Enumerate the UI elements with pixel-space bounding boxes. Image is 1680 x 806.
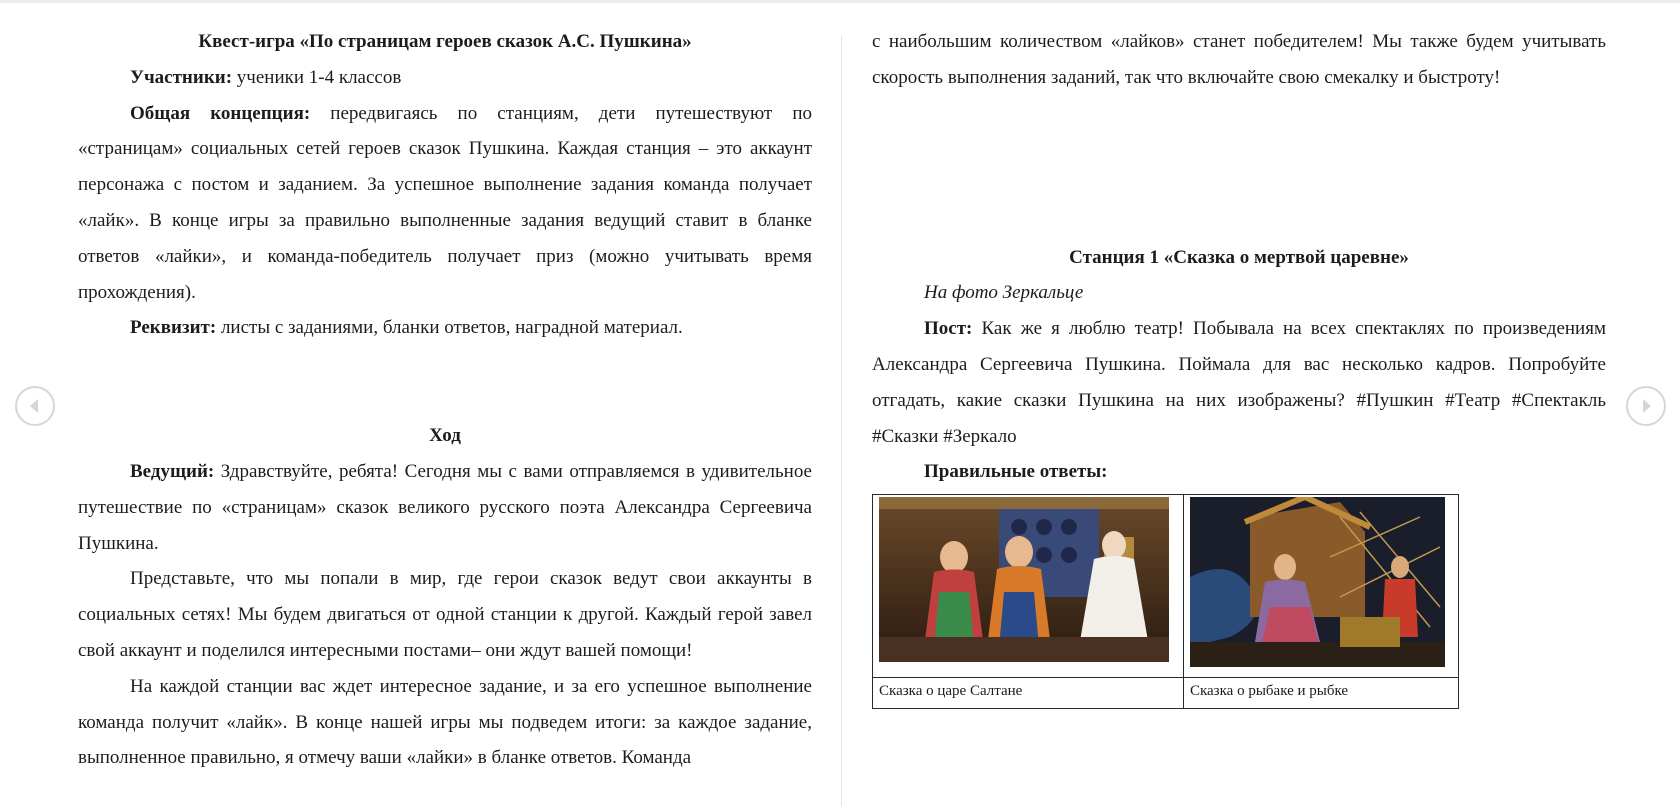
answer-caption: Сказка о рыбаке и рыбке: [1183, 678, 1458, 709]
post-label: Пост:: [924, 318, 973, 340]
answer-photo-cell: [873, 495, 1184, 678]
post-text: Как же я люблю театр! Побывала на всех спектаклях по произведениям Александра Сергеевича Пушкина. Поймала для вас несколько кадров. Попробуйте отгадать, какие сказки Пушкина на них изображены? #Пушкин #Театр #Спектакль #Сказки #Зеркало: [872, 318, 1606, 447]
next-page-button[interactable]: [1626, 386, 1666, 426]
theater-scene-photo: [879, 497, 1169, 662]
section-heading: Ход: [429, 425, 461, 447]
props-text: листы с заданиями, бланки ответов, наградной материал.: [216, 317, 683, 339]
photo-note: На фото Зеркальце: [924, 282, 1084, 304]
host-label: Ведущий:: [130, 460, 215, 482]
concept-text: передвигаясь по станциям, дети путешествуют по «страницам» социальных сетей героев сказок Пушкина. Каждая станция – это аккаунт персонажа с постом и заданием. За успешное выполнение задания команда получает «лайк». В конце игры за правильно выполненные задания ведущий ставит в бланке ответов «лайки», и команда-победитель получает приз (можно учитывать время прохождения).: [78, 102, 812, 303]
answer-photo-cell: [1183, 495, 1458, 678]
answers-label: Правильные ответы:: [924, 461, 1108, 483]
answers-table: [872, 494, 1459, 709]
document-title: Квест-игра «По страницам героев сказок А.С. Пушкина»: [198, 31, 692, 52]
props-label: Реквизит:: [130, 317, 217, 339]
participants-label: Участники:: [130, 66, 233, 88]
chevron-left-icon: [17, 388, 53, 424]
theater-scene-photo: [1190, 497, 1445, 667]
previous-page-button[interactable]: [15, 386, 55, 426]
page-spine-divider: [841, 36, 842, 806]
left-page: [78, 24, 812, 776]
imagine-paragraph: Представьте, что мы попали в мир, где герои сказок ведут свои аккаунты в социальных сетях! Мы будем двигаться от одной станции к другой. Каждый герой завел свой аккаунт и поделился интересными постами– они ждут вашей помощи!: [78, 568, 812, 661]
right-page: [872, 24, 1606, 709]
host-text: Здравствуйте, ребята! Сегодня мы с вами отправляемся в удивительное путешествие по «страницам» сказок великого русского поэта Александра Сергеевича Пушкина.: [78, 460, 812, 554]
answer-caption: Сказка о царе Салтане: [873, 678, 1184, 709]
station-rules-paragraph: На каждой станции вас ждет интересное задание, и за его успешное выполнение команда получит «лайк». В конце нашей игры мы подведем итоги: за каждое задание, выполненное правильно, я отмечу ваши «лайки» в бланке ответов. Команда: [78, 675, 812, 769]
post-paragraph: [872, 311, 1606, 454]
concept-label: Общая концепция:: [130, 102, 311, 124]
participants-paragraph: [78, 60, 812, 96]
chevron-right-icon: [1628, 388, 1664, 424]
host-paragraph: [78, 454, 812, 561]
props-paragraph: [78, 310, 812, 346]
concept-paragraph: [78, 96, 812, 311]
viewer-top-border: [0, 0, 1680, 3]
participants-text: ученики 1-4 классов: [232, 66, 402, 88]
station-title: Станция 1 «Сказка о мертвой царевне»: [1069, 246, 1409, 268]
continuation-paragraph: с наибольшим количеством «лайков» станет победителем! Мы также будем учитывать скорость выполнения заданий, так что включайте свою смекалку и быстроту!: [872, 31, 1606, 88]
